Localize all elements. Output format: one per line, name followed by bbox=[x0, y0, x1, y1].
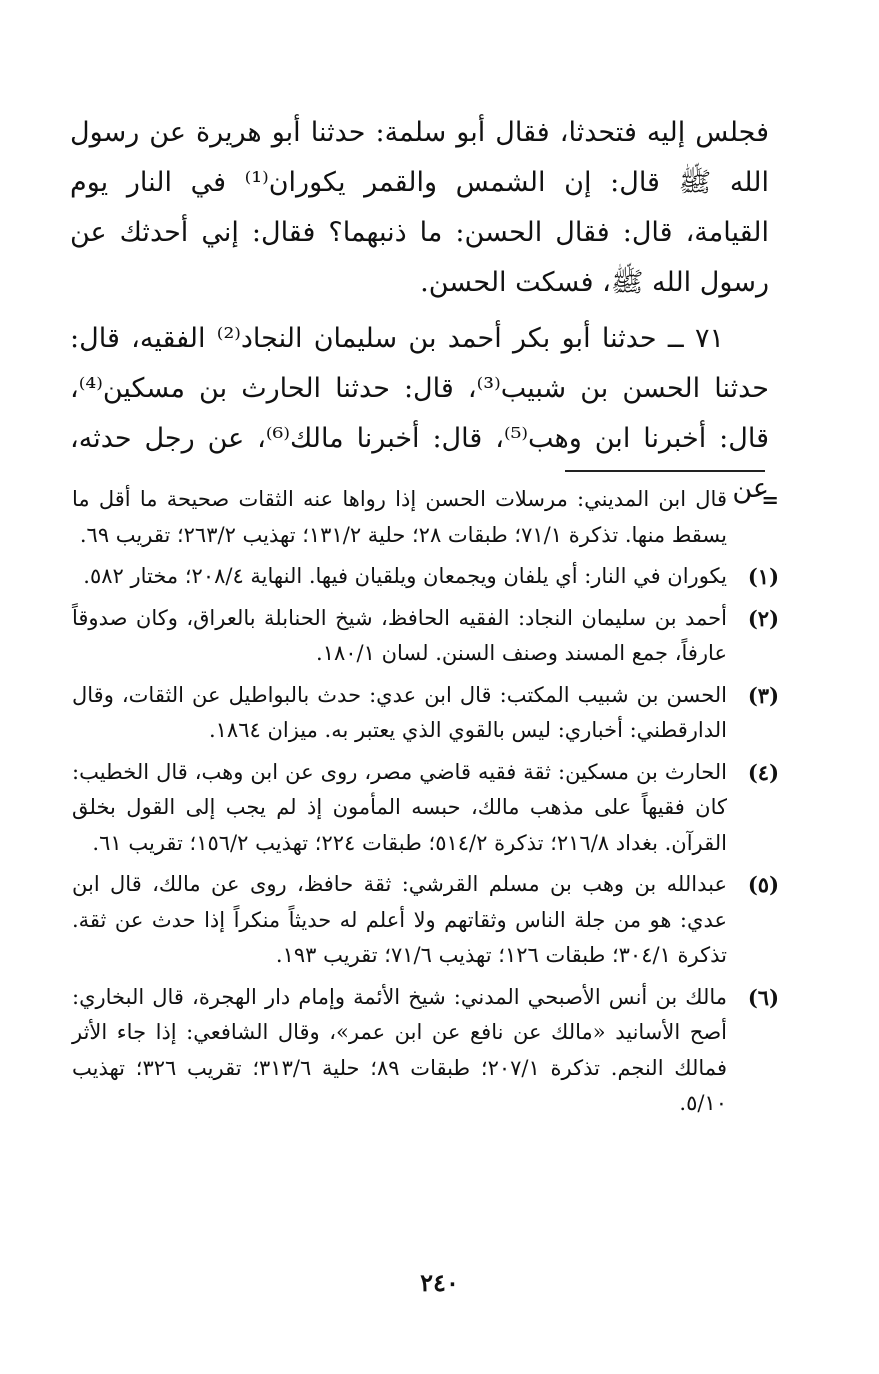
footnote-continued bbox=[72, 482, 779, 553]
paragraph-hadith-71: ٧١ ــ حدثنا أبو بكر أحمد بن سليمان النجاد⁽²⁾ الفقيه، قال: حدثنا الحسن بن شبيب⁽³⁾، قال: حدثنا الحارث بن مسكين⁽⁴⁾، قال: أخبرنا ابن وهب⁽⁵⁾، قال: أخبرنا مالك⁽⁶⁾، عن رجل حدثه، عن bbox=[70, 323, 769, 504]
footnote-separator bbox=[565, 470, 765, 472]
footnote-text: الحارث بن مسكين: ثقة فقيه قاضي مصر، روى عن ابن وهب، قال الخطيب: كان فقيهاً على مذهب مالك، حبسه المأمون إذ لم يجب إلى القول بخلق القرآن. بغداد ٢١٦/٨؛ تذكرة ٥١٤/٢؛ طبقات ٢٢٤؛ تهذيب ١٥٦/٢؛ تقريب ٦١. bbox=[72, 759, 727, 855]
footnote-text: يكوران في النار: أي يلفان ويجمعان ويلقيان فيها. النهاية ٢٠٨/٤؛ مختار ٥٨٢. bbox=[83, 564, 727, 588]
footnote-marker: (٦) bbox=[747, 984, 779, 1010]
main-text bbox=[70, 108, 769, 514]
page-number: ٢٤٠ bbox=[420, 1268, 459, 1297]
footnote-marker: = bbox=[761, 487, 779, 512]
footnote-text: مالك بن أنس الأصبحي المدني: شيخ الأئمة وإمام دار الهجرة، قال البخاري: أصح الأسانيد «مالك عن نافع عن ابن عمر»، وقال الشافعي: إذا جاء الأثر فمالك النجم. تذكرة ٢٠٧/١؛ طبقات ٨٩؛ حلية ٣١٣/٦؛ تقريب ٣٢٦؛ تهذيب ٥/١٠. bbox=[72, 984, 727, 1115]
footnote-3 bbox=[72, 678, 779, 749]
footnote-marker: (١) bbox=[747, 564, 779, 589]
footnote-marker: (٢) bbox=[747, 605, 779, 631]
footnote-text: أحمد بن سليمان النجاد: الفقيه الحافظ، شيخ الحنابلة بالعراق، وكان صدوقاً عارفاً، جمع المسند وصنف السنن. لسان ١٨٠/١. bbox=[72, 605, 727, 665]
footnote-4 bbox=[72, 755, 779, 862]
footnote-marker: (٤) bbox=[747, 759, 779, 785]
footnote-5 bbox=[72, 867, 779, 974]
footnote-6 bbox=[72, 980, 779, 1122]
footnote-1 bbox=[72, 559, 779, 595]
footnote-text: الحسن بن شبيب المكتب: قال ابن عدي: حدث بالبواطيل عن الثقات، وقال الدارقطني: أخباري: ليس بالقوي الذي يعتبر به. ميزان ١٨٦٤. bbox=[72, 682, 727, 742]
paragraph-1: فجلس إليه فتحدثا، فقال أبو سلمة: حدثنا أبو هريرة عن رسول الله ﷺ قال: إن الشمس والقمر يكوران⁽¹⁾ في النار يوم القيامة، قال: فقال الحسن: ما ذنبهما؟ فقال: إني أحدثك عن رسول الله ﷺ، فسكت الحسن. bbox=[70, 117, 769, 298]
footnote-marker: (٥) bbox=[747, 872, 779, 897]
footnotes bbox=[72, 482, 779, 1128]
footnote-2 bbox=[72, 601, 779, 672]
footnote-text: قال ابن المديني: مرسلات الحسن إذا رواها عنه الثقات صحيحة ما أقل ما يسقط منها. تذكرة ٧١/١؛ طبقات ٢٨؛ حلية ١٣١/٢؛ تهذيب ٢٦٣/٢؛ تقريب ٦٩. bbox=[72, 487, 727, 547]
footnote-marker: (٣) bbox=[747, 682, 779, 708]
footnote-text: عبدالله بن وهب بن مسلم القرشي: ثقة حافظ، روى عن مالك، قال ابن عدي: هو من جلة الناس وثقاتهم ولا أعلم له حديثاً منكراً إذا حدث عن ثقة. تذكرة ٣٠٤/١؛ طبقات ١٢٦؛ تهذيب ٧١/٦؛ تقريب ١٩٣. bbox=[72, 872, 727, 967]
